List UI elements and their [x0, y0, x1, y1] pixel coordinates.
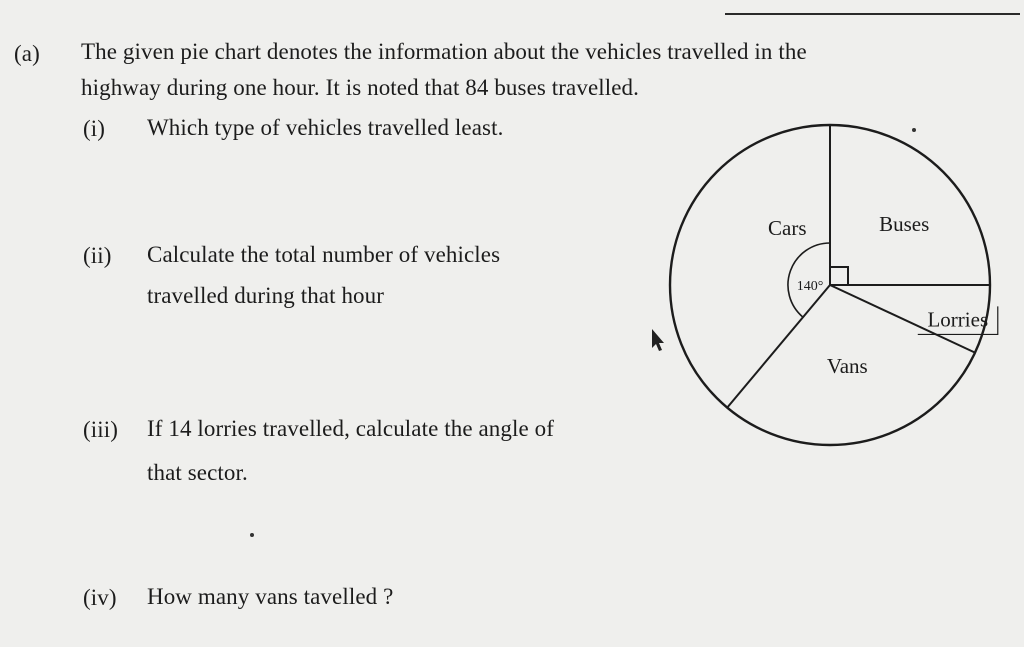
subq-iii-text-2: that sector.	[147, 460, 248, 485]
subq-ii-text-1: Calculate the total number of vehicles	[147, 242, 501, 267]
subq-ii-label: (ii)	[83, 243, 112, 268]
slice-label-cars: Cars	[768, 215, 807, 240]
subq-iv-label: (iv)	[83, 585, 117, 610]
intro-line-1: The given pie chart denotes the information about the vehicles travelled in the	[81, 39, 807, 64]
subq-iii-text-1: If 14 lorries travelled, calculate the angle of	[147, 416, 555, 441]
angle-annotation: 140°	[796, 279, 824, 294]
slice-divider-cars	[727, 285, 830, 408]
subq-ii-text-2: travelled during that hour	[147, 283, 385, 308]
part-label: (a)	[14, 41, 40, 66]
slice-label-buses: Buses	[879, 211, 930, 236]
subq-iii-label: (iii)	[83, 417, 118, 442]
slice-label-vans: Vans	[826, 354, 868, 379]
subq-iv-text: How many vans tavelled ?	[147, 584, 394, 609]
intro-line-2: highway during one hour. It is noted that 84 buses travelled.	[81, 75, 639, 100]
subq-i-label: (i)	[83, 116, 106, 141]
subq-i-text: Which type of vehicles travelled least.	[147, 115, 504, 140]
right-angle-marker	[830, 267, 848, 285]
slice-label-lorries: Lorries	[927, 307, 989, 332]
